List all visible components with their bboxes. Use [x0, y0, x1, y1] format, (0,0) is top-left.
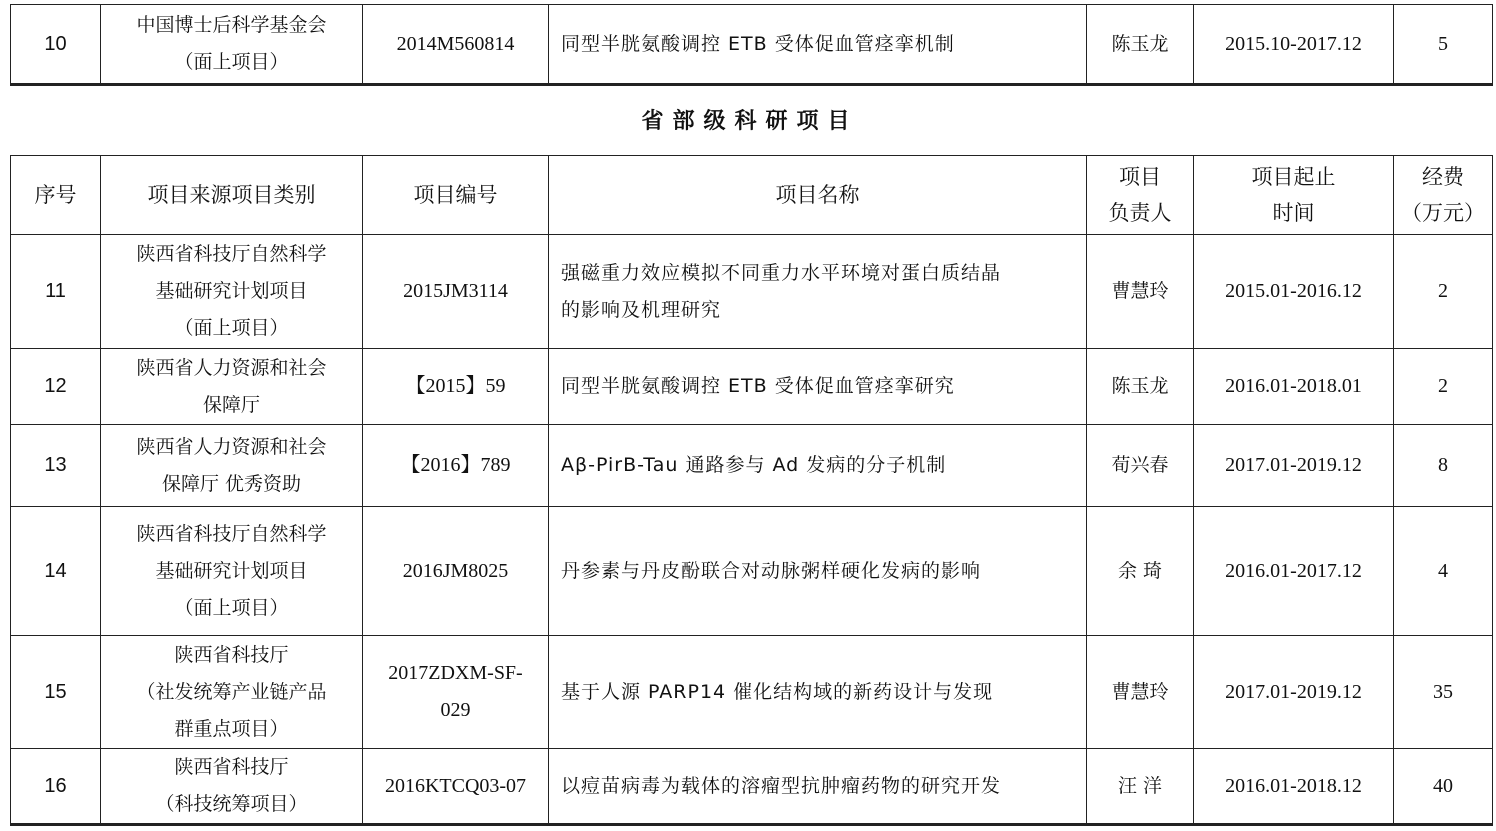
seq-cell: 12 [11, 349, 101, 425]
source-line: （科技统筹项目） [155, 793, 308, 815]
source-line: 陕西省科技厅 [174, 756, 289, 778]
period-cell: 2015.10-2017.12 [1194, 5, 1394, 85]
header-code: 项目编号 [363, 156, 549, 235]
source-line: 陕西省人力资源和社会 [136, 435, 327, 458]
header-line: （万元） [1401, 201, 1485, 225]
code-line: 2016KTCQ03-07 [384, 774, 527, 797]
source-cell [101, 5, 363, 85]
table-row [11, 425, 1493, 507]
leader-cell: 曹慧玲 [1087, 235, 1194, 349]
leader-cell: 余 琦 [1087, 507, 1194, 636]
header-line: 项目 [1119, 165, 1161, 189]
code-cell [363, 349, 549, 425]
source-line: 中国博士后科学基金会 [136, 14, 327, 36]
period-cell: 2016.01-2018.01 [1194, 349, 1394, 425]
name-cell [549, 507, 1087, 636]
name-line: Aβ-PirB-Tau 通路参与 Ad 发病的分子机制 [561, 454, 947, 476]
source-line: 保障厅 优秀资助 [161, 472, 302, 495]
table-row [11, 507, 1493, 636]
code-cell [363, 749, 549, 825]
source-line: 陕西省科技厅 [174, 643, 289, 666]
name-line: 同型半胱氨酸调控 ETB 受体促血管痉挛研究 [561, 375, 955, 397]
code-line: 2015JM3114 [403, 280, 508, 302]
funding-cell: 40 [1394, 749, 1493, 825]
source-line: （社发统筹产业链产品 [136, 680, 327, 703]
leader-cell: 汪 洋 [1087, 749, 1194, 825]
source-cell [101, 507, 363, 636]
header-seq: 序号 [11, 156, 101, 235]
period-cell: 2017.01-2019.12 [1194, 425, 1394, 507]
name-cell [549, 636, 1087, 749]
code-line: 2017ZDXM-SF- [388, 662, 523, 684]
funding-cell: 8 [1394, 425, 1493, 507]
header-source: 项目来源项目类别 [101, 156, 363, 235]
code-cell [363, 507, 549, 636]
name-cell [549, 425, 1087, 507]
table-row [11, 349, 1493, 425]
code-cell [363, 636, 549, 749]
header-line: 负责人 [1108, 201, 1172, 225]
source-line: （面上项目） [174, 596, 289, 619]
source-line: （面上项目） [174, 317, 289, 339]
header-period [1194, 156, 1394, 235]
source-line: 陕西省科技厅自然科学 [136, 243, 327, 265]
seq-cell: 11 [11, 235, 101, 349]
funding-cell: 2 [1394, 235, 1493, 349]
table-row [11, 636, 1493, 749]
period-cell: 2017.01-2019.12 [1194, 636, 1394, 749]
source-line: 陕西省科技厅自然科学 [136, 522, 327, 545]
code-cell [363, 235, 549, 349]
header-funding [1394, 156, 1493, 235]
name-line: 强磁重力效应模拟不同重力水平环境对蛋白质结晶 [561, 261, 1002, 284]
name-cell: 同型半胱氨酸调控 ETB 受体促血管痉挛机制 [549, 5, 1087, 85]
section-title: 省部级科研项目 [641, 109, 859, 134]
source-line: 群重点项目） [174, 717, 289, 740]
source-line: 保障厅 [202, 393, 260, 416]
name-cell [549, 749, 1087, 825]
name-line: 丹参素与丹皮酚联合对动脉粥样硬化发病的影响 [561, 559, 982, 582]
source-cell [101, 636, 363, 749]
code-cell [363, 425, 549, 507]
funding-cell: 2 [1394, 349, 1493, 425]
code-line: 029 [440, 699, 471, 721]
code-line: 【2016】789 [400, 454, 511, 476]
funding-cell: 35 [1394, 636, 1493, 749]
name-cell [549, 235, 1087, 349]
header-line: 时间 [1272, 201, 1315, 225]
source-cell [101, 349, 363, 425]
table-row [11, 5, 1493, 85]
source-cell [101, 235, 363, 349]
source-cell [101, 425, 363, 507]
header-leader [1087, 156, 1194, 235]
header-row [11, 156, 1493, 235]
seq-cell: 15 [11, 636, 101, 749]
name-cell [549, 349, 1087, 425]
header-name: 项目名称 [549, 156, 1087, 235]
code-line: 2016JM8025 [402, 559, 509, 582]
name-line: 以痘苗病毒为载体的溶瘤型抗肿瘤药物的研究开发 [561, 774, 1002, 797]
header-line: 经费 [1422, 165, 1464, 189]
header-line: 项目起止 [1251, 165, 1336, 189]
table-row [11, 235, 1493, 349]
seq-cell: 14 [11, 507, 101, 636]
source-line: （面上项目） [174, 51, 289, 73]
source-line: 基础研究计划项目 [155, 280, 308, 302]
leader-cell: 陈玉龙 [1087, 5, 1194, 85]
name-line: 的影响及机理研究 [561, 298, 722, 321]
source-cell [101, 749, 363, 825]
period-cell: 2015.01-2016.12 [1194, 235, 1394, 349]
seq-cell: 16 [11, 749, 101, 825]
leader-cell: 陈玉龙 [1087, 349, 1194, 425]
period-cell: 2016.01-2018.12 [1194, 749, 1394, 825]
source-line: 陕西省人力资源和社会 [136, 356, 327, 379]
provincial-projects-table [10, 155, 1493, 826]
seq-cell: 10 [11, 5, 101, 85]
leader-cell: 曹慧玲 [1087, 636, 1194, 749]
code-cell: 2014M560814 [363, 5, 549, 85]
period-cell: 2016.01-2017.12 [1194, 507, 1394, 636]
seq-cell: 13 [11, 425, 101, 507]
funding-cell: 4 [1394, 507, 1493, 636]
source-line: 基础研究计划项目 [155, 559, 308, 582]
leader-cell: 荀兴春 [1087, 425, 1194, 507]
name-line: 基于人源 PARP14 催化结构域的新药设计与发现 [561, 680, 994, 703]
previous-table-fragment [10, 4, 1493, 86]
funding-cell: 5 [1394, 5, 1493, 85]
table-row [11, 749, 1493, 825]
code-line: 【2015】59 [405, 375, 506, 397]
